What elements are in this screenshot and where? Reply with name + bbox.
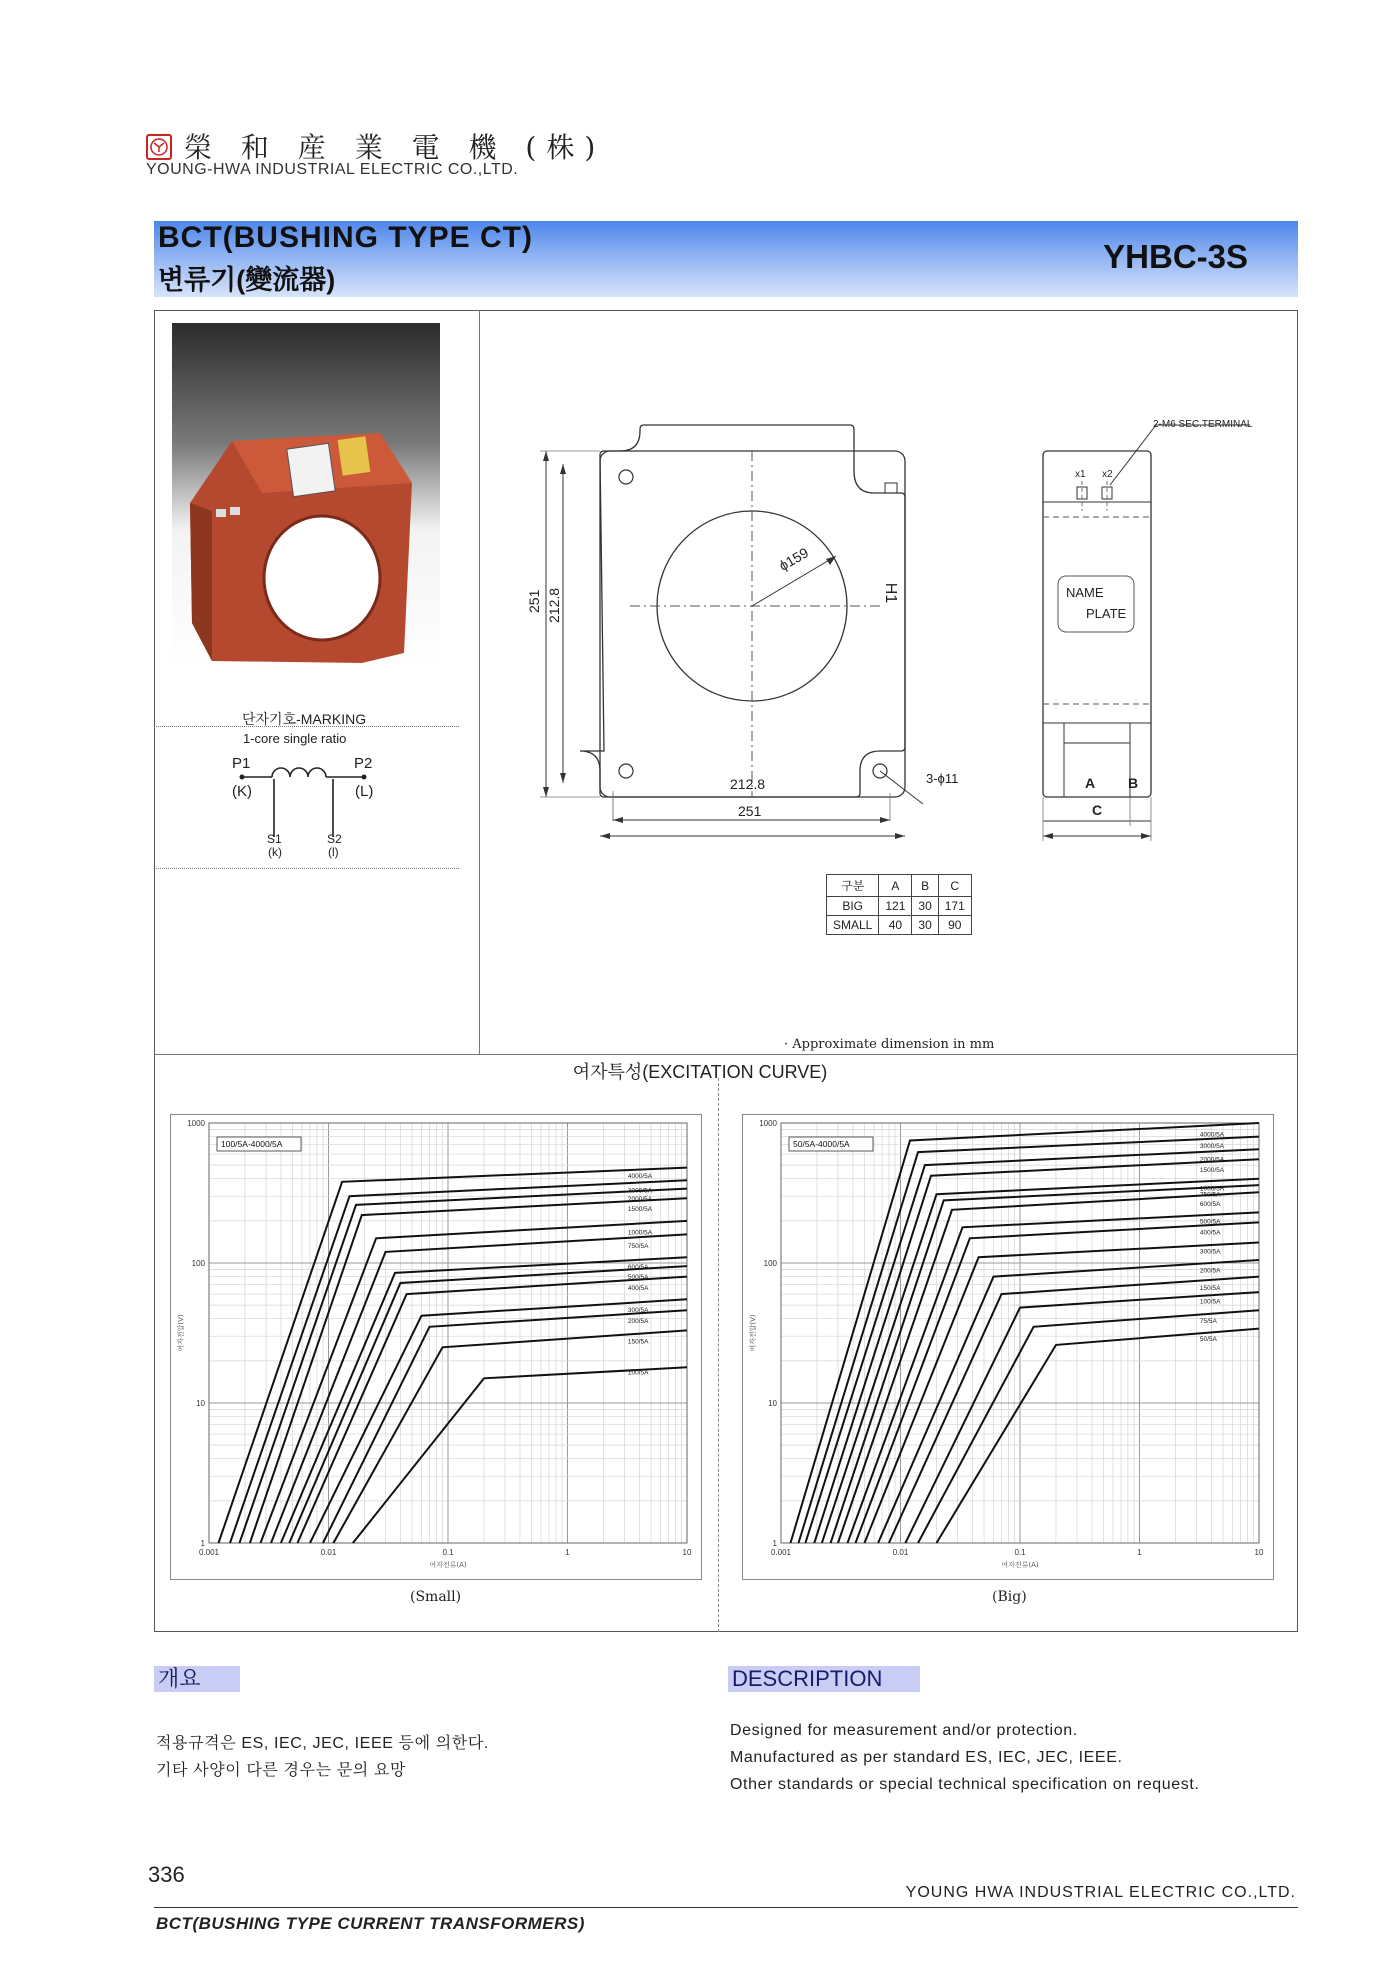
ct-winding-symbol: [236, 755, 376, 840]
excitation-curve-title: 여자특성(EXCITATION CURVE): [572, 1062, 828, 1082]
series-label: 1000/5A: [1199, 1185, 1225, 1193]
curve-2000-5A: [240, 1189, 688, 1543]
footer-company: YOUNG HWA INDUSTRIAL ELECTRIC CO.,LTD.: [905, 1884, 1296, 1901]
dim-212-vertical: 212.8: [546, 587, 562, 623]
chart-range-label: 100/5A-4000/5A: [221, 1139, 283, 1149]
x-axis-label: 여자전류(A): [429, 1561, 467, 1569]
description-line-1: Designed for measurement and/or protection.: [730, 1722, 1078, 1739]
y-tick-label: 1000: [187, 1119, 205, 1128]
overview-line-1: 적용규격은 ES, IEC, JEC, IEEE 등에 의한다.: [156, 1735, 489, 1752]
x-axis-label: 여자전류(A): [1001, 1561, 1039, 1569]
x1-label: x1: [1075, 469, 1086, 480]
series-label: 600/5A: [1199, 1200, 1221, 1208]
y-tick-label: 100: [763, 1259, 777, 1268]
logo-mark-icon: [148, 136, 170, 158]
terminal-label: 2-M6 SEC.TERMINAL: [1153, 419, 1253, 430]
chart-divider: [718, 1078, 719, 1632]
marking-title: 단자기호-MARKING: [242, 711, 367, 727]
y-tick-label: 10: [768, 1399, 777, 1408]
series-label: 1500/5A: [627, 1206, 653, 1214]
curve-3000-5A: [230, 1180, 687, 1543]
marking-divider: [154, 726, 459, 727]
table-cell: SMALL: [827, 916, 879, 935]
curve-4000-5A: [791, 1123, 1260, 1543]
dim-251-vertical: 251: [526, 589, 542, 613]
series-label: 500/5A: [1199, 1218, 1221, 1226]
series-label: 4000/5A: [627, 1172, 653, 1180]
series-label: 750/5A: [627, 1243, 649, 1251]
x-tick-label: 0.01: [892, 1548, 909, 1557]
terminal-p1: P1: [232, 755, 251, 772]
chart-big-svg: [743, 1115, 1273, 1579]
series-label: 400/5A: [627, 1285, 649, 1293]
dim-251-horizontal: 251: [738, 803, 762, 819]
series-label: 750/5A: [1199, 1191, 1221, 1199]
series-label: 1000/5A: [627, 1229, 653, 1237]
nameplate-name: NAME: [1066, 585, 1104, 600]
series-label: 300/5A: [1199, 1248, 1221, 1256]
chart-range-label: 50/5A-4000/5A: [793, 1139, 850, 1149]
chart-small: [170, 1114, 702, 1580]
series-label: 500/5A: [627, 1274, 649, 1282]
table-header-cell: A: [879, 875, 912, 897]
x-tick-label: 0.001: [198, 1548, 220, 1557]
terminal-sl: (l): [328, 845, 339, 859]
description-line-2: Manufactured as per standard ES, IEC, JEC, IEEE.: [730, 1749, 1123, 1766]
x-tick-label: 1: [565, 1548, 570, 1557]
frame-divider-horizontal: [154, 1054, 1298, 1055]
y-tick-label: 1: [200, 1539, 205, 1548]
curve-2000-5A: [805, 1149, 1259, 1543]
marking-subtitle: 1-core single ratio: [243, 731, 347, 746]
table-cell: 30: [912, 897, 938, 916]
dim-a-label: A: [1085, 775, 1096, 791]
overview-heading: 개요: [154, 1666, 240, 1692]
series-label: 4000/5A: [1199, 1131, 1225, 1139]
terminal-s2: S2: [327, 832, 342, 846]
curve-150-5A: [889, 1277, 1259, 1543]
description-heading: DESCRIPTION: [728, 1666, 920, 1692]
table-cell: 30: [912, 916, 938, 935]
series-label: 2000/5A: [627, 1196, 653, 1204]
series-label: 75/5A: [1199, 1317, 1217, 1325]
company-name-korean: 榮 和 産 業 電 機 (株): [184, 131, 606, 164]
model-number: YHBC-3S: [1103, 238, 1248, 275]
x-tick-label: 0.001: [770, 1548, 792, 1557]
terminal-p2: P2: [354, 755, 373, 772]
series-label: 300/5A: [627, 1306, 649, 1314]
series-label: 150/5A: [627, 1338, 649, 1346]
table-cell: 40: [879, 916, 912, 935]
holes-label: 3-ϕ11: [926, 771, 959, 786]
dim-c-label: C: [1092, 802, 1103, 818]
company-name-english: YOUNG-HWA INDUSTRIAL ELECTRIC CO.,LTD.: [146, 161, 519, 178]
series-label: 150/5A: [1199, 1285, 1221, 1293]
terminal-s1: S1: [267, 832, 282, 846]
dim-b-label: B: [1128, 775, 1139, 791]
table-cell: 90: [938, 916, 971, 935]
description-line-3: Other standards or special technical specification on request.: [730, 1776, 1200, 1793]
company-logo: [146, 134, 172, 160]
chart-big-caption: (Big): [992, 1589, 1027, 1605]
bushing-ct-illustration: [172, 323, 440, 668]
series-label: 1500/5A: [1199, 1166, 1225, 1174]
footer-product-line: BCT(BUSHING TYPE CURRENT TRANSFORMERS): [156, 1914, 585, 1933]
chart-small-svg: [171, 1115, 701, 1579]
y-axis-label: 여자전압(V): [177, 1314, 185, 1352]
x-tick-label: 10: [682, 1548, 692, 1557]
x-tick-label: 1: [1137, 1548, 1142, 1557]
y-tick-label: 100: [191, 1259, 205, 1268]
nameplate-plate: PLATE: [1086, 606, 1127, 621]
table-cell: 121: [879, 897, 912, 916]
curve-400-5A: [856, 1222, 1260, 1543]
table-header-cell: 구분: [827, 875, 879, 897]
product-title-english: BCT(BUSHING TYPE CT): [158, 221, 533, 254]
table-row: [827, 916, 972, 935]
series-label: 100/5A: [1199, 1298, 1221, 1306]
table-header-cell: B: [912, 875, 938, 897]
diameter-label: ϕ159: [776, 544, 812, 574]
x-tick-label: 0.1: [442, 1548, 454, 1557]
dimension-note: · Approximate dimension in mm: [784, 1037, 995, 1052]
terminal-sk: (k): [268, 845, 282, 859]
product-title-korean: 변류기(變流器): [158, 265, 336, 295]
series-label: 400/5A: [1199, 1229, 1221, 1237]
dim-212-horizontal: 212.8: [730, 776, 766, 792]
table-header-row: [827, 875, 972, 897]
curve-500-5A: [848, 1212, 1260, 1543]
product-photo: [172, 323, 440, 668]
chart-small-caption: (Small): [410, 1589, 462, 1605]
h1-label: H1: [882, 582, 900, 604]
table-cell: BIG: [827, 897, 879, 916]
x-tick-label: 0.1: [1014, 1548, 1026, 1557]
terminal-k: (K): [232, 783, 252, 800]
curve-75-5A: [918, 1310, 1259, 1543]
curve-150-5A: [333, 1330, 687, 1543]
terminal-l: (L): [355, 783, 374, 800]
series-label: 50/5A: [1199, 1336, 1217, 1344]
x-tick-label: 10: [1254, 1548, 1264, 1557]
series-label: 600/5A: [627, 1263, 649, 1271]
dimension-table: [826, 874, 972, 935]
table-row: [827, 897, 972, 916]
page-number: 336: [148, 1862, 185, 1887]
y-tick-label: 1000: [759, 1119, 777, 1128]
series-label: 3000/5A: [627, 1187, 653, 1195]
series-label: 200/5A: [1199, 1267, 1221, 1275]
y-axis-label: 여자전압(V): [749, 1314, 757, 1352]
y-tick-label: 1: [772, 1539, 777, 1548]
series-label: 2000/5A: [1199, 1156, 1225, 1164]
overview-line-2: 기타 사양이 다른 경우는 문의 요망: [156, 1762, 407, 1779]
y-tick-label: 10: [196, 1399, 205, 1408]
table-header-cell: C: [938, 875, 971, 897]
x-tick-label: 0.01: [320, 1548, 337, 1557]
series-label: 200/5A: [627, 1317, 649, 1325]
x2-label: x2: [1102, 469, 1113, 480]
curve-3000-5A: [799, 1137, 1260, 1543]
footer-rule: [154, 1907, 1298, 1908]
table-cell: 171: [938, 897, 971, 916]
series-label: 100/5A: [627, 1369, 649, 1377]
chart-big: [742, 1114, 1274, 1580]
series-label: 3000/5A: [1199, 1143, 1225, 1151]
curve-1500-5A: [814, 1159, 1259, 1543]
marking-bottom-divider: [154, 868, 459, 869]
